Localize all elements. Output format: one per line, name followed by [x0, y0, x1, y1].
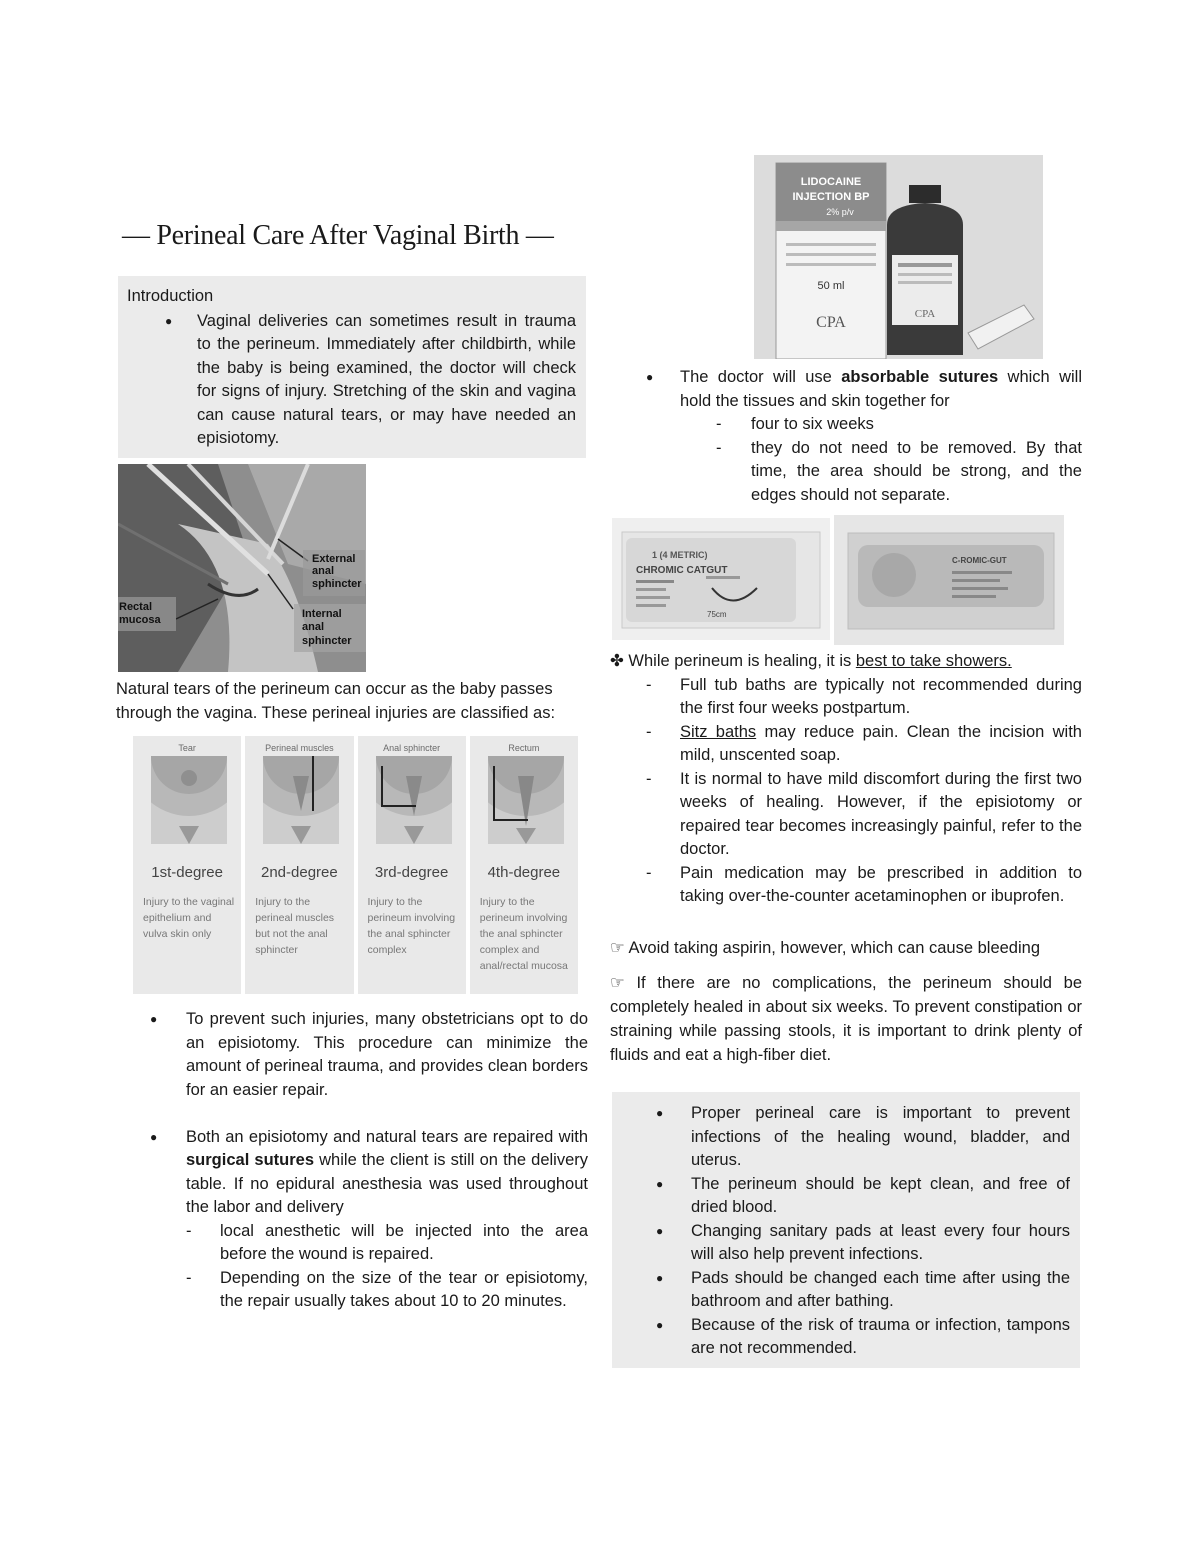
episiotomy-list	[150, 1008, 588, 1314]
aspirin-text: Avoid taking aspirin, however, which can cause bleeding	[624, 939, 1041, 957]
svg-text:anal: anal	[312, 565, 335, 577]
list-item	[612, 1173, 1070, 1220]
complications-note	[610, 971, 1082, 1067]
complications-text: If there are no complications, the perineum should be completely healed in about six weeks. To prevent constipation or straining while passing stools, it is important to drink plenty of fluids and eat a high-fiber diet.	[610, 974, 1082, 1064]
degree-tag: Rectum	[508, 743, 540, 753]
degree-card	[470, 736, 578, 994]
degree-illustration	[376, 756, 452, 844]
list-item	[150, 1126, 588, 1220]
suture-type-label: CHROMIC CATGUT	[636, 565, 728, 576]
absorbable-sutures-emphasis: absorbable sutures	[841, 368, 999, 386]
suture-length-label: 75cm	[707, 610, 727, 619]
degree-description: Injury to the perineal muscles but not the anal sphincter	[255, 896, 335, 956]
perineal-anatomy-photo	[118, 464, 366, 672]
suture-metric-label: 1 (4 METRIC)	[652, 550, 708, 560]
sub-list-text: may reduce pain. Clean the incision with mild, unscented soap.	[680, 722, 1082, 764]
list-item	[150, 1008, 588, 1102]
sub-list-item	[610, 721, 1082, 768]
healing-lead-text: While perineum is healing, it is	[623, 652, 856, 670]
list-item	[612, 1220, 1070, 1267]
introduction-text: Vaginal deliveries can sometimes result in trauma to the perineum. Immediately after childbirth, while the baby is being examined, the doctor will check for signs of injury. Stretching of the skin and vagina can cause natural tears, or may have needed an episiotomy.	[197, 311, 576, 447]
absorbable-sutures-list	[610, 366, 1082, 507]
sub-list-item	[610, 862, 1082, 909]
dash-icon: -	[646, 769, 652, 788]
sub-list-text: local anesthetic will be injected into the area before the wound is repaired.	[220, 1221, 588, 1263]
bullet-icon: ●	[165, 313, 173, 328]
degree-card	[133, 736, 241, 994]
svg-text:sphincter: sphincter	[312, 578, 362, 590]
list-item-text: which will hold the tissues and skin together for	[680, 368, 1082, 410]
dash-icon: -	[646, 722, 652, 741]
sub-list-text: they do not need to be removed. By that time, the area should be strong, and the edges should not separate.	[751, 438, 1082, 504]
introduction-heading: Introduction	[127, 287, 214, 305]
dash-icon: -	[646, 675, 652, 694]
suture-pack-photo	[834, 515, 1064, 645]
pointing-hand-icon: ☞	[610, 974, 625, 992]
bullet-icon: ●	[150, 1129, 158, 1144]
sub-list-text: Depending on the size of the tear or episiotomy, the repair usually takes about 10 to 20 minutes.	[220, 1268, 588, 1310]
lidocaine-strength: 2% p/v	[826, 207, 854, 217]
tear-degree-figure	[133, 736, 578, 994]
degree-illustration	[151, 756, 227, 844]
sub-list-item	[610, 768, 1082, 862]
sub-list-item	[610, 437, 1082, 508]
anatomy-label-external-sphincter: External	[312, 553, 356, 565]
sub-list-text: Full tub baths are typically not recommended during the first four weeks postpartum.	[680, 675, 1082, 717]
natural-tears-text: Natural tears of the perineum can occur as the baby passes through the vagina. These perineal injuries are classified as:	[116, 680, 556, 722]
sub-list-text: Pain medication may be prescribed in addition to taking over-the-counter acetaminophen or ibuprofen.	[680, 863, 1082, 905]
degree-tag: Perineal muscles	[265, 743, 334, 753]
perineal-care-box	[612, 1092, 1080, 1368]
dash-icon: -	[716, 415, 722, 433]
page-title: — Perineal Care After Vaginal Birth —	[122, 220, 554, 251]
list-item	[612, 1267, 1070, 1314]
surgical-sutures-emphasis: surgical sutures	[186, 1151, 315, 1169]
svg-text:sphincter: sphincter	[302, 635, 352, 647]
degree-tag: Tear	[178, 743, 196, 753]
lidocaine-injection-photo	[754, 155, 1043, 359]
degree-illustration	[263, 756, 339, 844]
healing-section	[610, 650, 1082, 909]
bullet-icon: ●	[656, 1270, 664, 1285]
list-item	[612, 1314, 1070, 1361]
dash-icon: -	[186, 1268, 192, 1287]
list-item-text: To prevent such injuries, many obstetricians opt to do an episiotomy. This procedure can minimize the amount of perineal trauma, and provides clean borders for an easier repair.	[186, 1010, 588, 1099]
dash-icon: -	[716, 438, 722, 457]
list-item-text: Changing sanitary pads at least every four hours will also help prevent infections.	[691, 1221, 1070, 1263]
svg-text:mucosa: mucosa	[119, 614, 161, 626]
aspirin-note	[610, 937, 1082, 961]
list-item-text: Both an episiotomy and natural tears are repaired with	[186, 1127, 588, 1146]
degree-name: 1st-degree	[151, 864, 223, 881]
degree-tag: Anal sphincter	[383, 743, 441, 753]
bullet-icon: ●	[656, 1176, 664, 1191]
degree-description: Injury to the vaginal epithelium and vulva skin only	[143, 896, 235, 940]
bullet-icon: ●	[656, 1317, 664, 1332]
sitz-baths-emphasis: Sitz baths	[680, 722, 757, 741]
degree-card	[358, 736, 466, 994]
bullet-icon: ●	[150, 1012, 158, 1026]
list-item-text: while the client is still on the delivery table. If no epidural anesthesia was used throughout the labor and delivery	[186, 1151, 589, 1216]
list-item	[612, 1102, 1070, 1173]
sub-list-item	[150, 1267, 588, 1314]
sub-list-text: It is normal to have mild discomfort during the first two weeks of healing. However, if the episiotomy or repaired tear becomes increasingly painful, refer to the doctor.	[680, 769, 1082, 858]
degree-description: Injury to the perineum involving the anal sphincter complex and anal/rectal mucosa	[479, 896, 568, 972]
list-item-text: The doctor will use	[680, 368, 842, 386]
sub-list-item	[150, 1220, 588, 1267]
bullet-icon: ●	[646, 370, 654, 384]
svg-text:anal: anal	[302, 621, 325, 633]
dash-icon: -	[646, 863, 652, 882]
list-item-text: The perineum should be kept clean, and free of dried blood.	[691, 1174, 1070, 1216]
svg-text:CPA: CPA	[914, 308, 936, 320]
dash-icon: -	[186, 1221, 192, 1240]
healing-lead	[610, 650, 1082, 674]
list-item-text: Proper perineal care is important to prevent infections of the healing wound, bladder, and uterus.	[691, 1104, 1070, 1169]
sub-list-item	[610, 674, 1082, 721]
list-item	[610, 366, 1082, 413]
lidocaine-box-subtitle: INJECTION BP	[792, 191, 870, 203]
lidocaine-box-title: LIDOCAINE	[800, 176, 862, 188]
degree-name: 3rd-degree	[374, 864, 449, 881]
anatomy-label-rectal-mucosa: Rectal	[119, 601, 153, 613]
suture-pack-label: C-ROMIC-GUT	[952, 556, 1007, 565]
bullet-icon: ●	[656, 1223, 664, 1238]
degree-name: 2nd-degree	[261, 864, 338, 881]
degree-card	[245, 736, 353, 994]
degree-description: Injury to the perineum involving the anal sphincter complex	[367, 896, 456, 956]
sub-list-item	[610, 413, 1082, 437]
list-item-text: Because of the risk of trauma or infection, tampons are not recommended.	[691, 1315, 1070, 1357]
pointing-hand-icon: ☞	[610, 939, 625, 957]
bullet-icon: ●	[656, 1106, 664, 1120]
showers-emphasis: best to take showers.	[855, 652, 1012, 670]
list-item-text: Pads should be changed each time after using the bathroom and after bathing.	[691, 1268, 1070, 1310]
cross-icon: ✤	[610, 652, 624, 670]
lidocaine-volume: 50 ml	[817, 280, 845, 292]
introduction-bullet	[127, 310, 576, 451]
introduction-box	[118, 276, 586, 458]
sub-list-text: four to six weeks	[751, 415, 874, 433]
degree-illustration	[488, 756, 564, 844]
lidocaine-brand: CPA	[816, 314, 846, 331]
anatomy-label-internal-sphincter: Internal	[302, 608, 342, 620]
degree-name: 4th-degree	[487, 864, 561, 881]
chromic-catgut-suture-photo	[612, 518, 830, 640]
